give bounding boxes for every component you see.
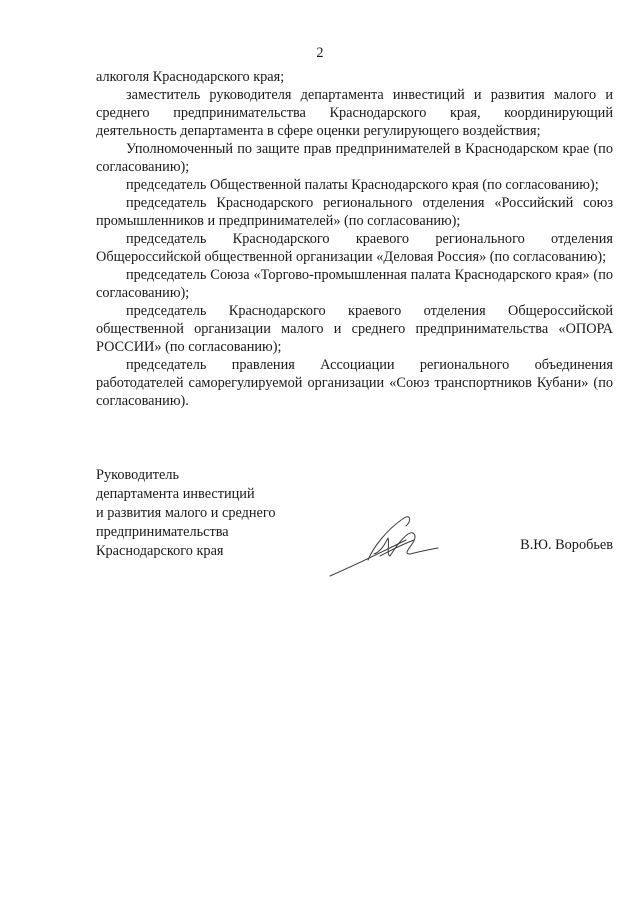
paragraph: алкоголя Краснодарского края; [96,69,285,85]
page-number: 2 [316,45,324,61]
paragraph: председатель Союза «Торгово-промышленная палата Краснодарского края» (по согласованию); [96,267,613,301]
signer-title-line: и развития малого и среднего [96,505,276,521]
paragraph: председатель правления Ассоциации регионального объединения работодателей саморегулируемой организации «Союз транспортников Кубани» (по согласованию). [96,357,613,409]
signer-title-line: Руководитель [96,467,180,483]
paragraph: Уполномоченный по защите прав предпринимателей в Краснодарском крае (по согласованию); [96,141,613,175]
body-text [96,68,613,410]
signer-title-line: департамента инвестиций [96,486,255,502]
paragraph: председатель Краснодарского регионального отделения «Российский союз промышленников и предпринимателей» (по согласованию); [96,195,613,229]
paragraph: председатель Краснодарского краевого отделения Общероссийской общественной организации малого и среднего предпринимательства «ОПОРА РОССИИ» (по согласованию); [96,303,613,355]
paragraph: заместитель руководителя департамента инвестиций и развития малого и среднего предпринимательства Краснодарского края, координирующий деятельность департамента в сфере оценки регулирующего воздействия; [96,87,613,139]
paragraph: председатель Общественной палаты Краснодарского края (по согласованию); [126,177,599,193]
signer-title-line: предпринимательства [96,524,229,540]
handwritten-signature [328,510,448,580]
signer-title-line: Краснодарского края [96,543,224,559]
signer-name: В.Ю. Воробьев [520,537,613,553]
paragraph: председатель Краснодарского краевого регионального отделения Общероссийской общественной организации «Деловая Россия» (по согласованию); [96,231,613,265]
